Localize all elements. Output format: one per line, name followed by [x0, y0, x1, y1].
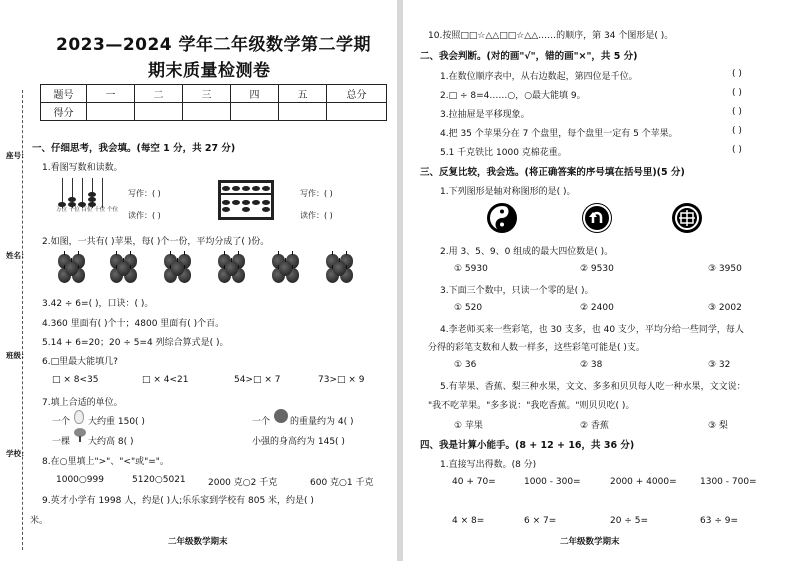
place-label: 个位	[107, 207, 119, 213]
choice-3-option[interactable]: ① 520	[454, 303, 483, 313]
q6-item[interactable]: 73>□ × 9	[318, 375, 365, 385]
melon-icon	[274, 409, 288, 423]
q7-a-text[interactable]: 大约重 150( )	[88, 417, 145, 427]
score-value-row	[41, 103, 387, 121]
q8-item[interactable]: 1000○999	[56, 475, 104, 485]
choice-1: 1.下列图形是轴对称图形的是( )。	[440, 187, 576, 197]
choice-3-option[interactable]: ② 2400	[580, 303, 614, 313]
score-cell: 一	[87, 85, 135, 103]
score-label-cell: 得分	[41, 103, 87, 121]
score-input-cell[interactable]	[183, 103, 231, 121]
question-2: 2.如图，一共有( )苹果，每( )个一份，平均分成了( )份。	[42, 237, 270, 247]
section-4-heading: 四、我是计算小能手。(8 + 12 + 16，共 36 分)	[420, 440, 635, 451]
q6-item[interactable]: □ × 4<21	[142, 375, 189, 385]
abacus-place-labels	[56, 208, 118, 214]
q8-item[interactable]: 5120○5021	[132, 475, 186, 485]
side-label-name: 姓名：	[6, 251, 29, 260]
question-9-tail: 米。	[30, 516, 49, 526]
choice-4-option[interactable]: ② 38	[580, 360, 603, 370]
choice-4-option[interactable]: ① 36	[454, 360, 477, 370]
question-7: 7.填上合适的单位。	[42, 398, 123, 408]
yin-yang-icon	[487, 203, 517, 233]
q6-item[interactable]: 54>□ × 7	[234, 375, 281, 385]
question-4: 4.360 里面有( )个十；4800 里面有( )个百。	[42, 319, 225, 329]
calc-item[interactable]: 63 ÷ 9=	[700, 516, 738, 526]
question-6: 6.□里最大能填几?	[42, 357, 118, 367]
choice-5-line-1: 5.有苹果、香蕉、梨三种水果，文文、多多和贝贝每人吃一种水果，文文说：	[440, 382, 746, 392]
write-blank-b[interactable]: 写作：( )	[300, 189, 333, 198]
choice-3: 3.下面三个数中，只读一个零的是( )。	[440, 286, 594, 296]
judge-item-1: 1.在数位顺序表中，从右边数起，第四位是千位。	[440, 72, 638, 82]
q8-item[interactable]: 600 克○1 千克	[310, 478, 374, 488]
choice-5-option[interactable]: ① 苹果	[454, 421, 483, 431]
place-label: 十位	[94, 207, 106, 213]
choice-2: 2.用 3、5、9、0 组成的最大四位数是( )。	[440, 247, 614, 257]
q6-item[interactable]: □ × 8<35	[52, 375, 99, 385]
judge-answer-box[interactable]: ( )	[732, 107, 742, 117]
q7-a-prefix: 一个	[52, 417, 71, 427]
section-2-heading: 二、我会判断。(对的画"√"，错的画"×"，共 5 分)	[420, 51, 638, 62]
tree-icon	[74, 428, 86, 442]
choice-2-option[interactable]: ① 5930	[454, 264, 488, 274]
score-cell: 五	[279, 85, 327, 103]
score-input-cell[interactable]	[135, 103, 183, 121]
choice-4-line-2: 分得的彩笔支数和人数一样多，这些彩笔可能是( )支。	[428, 343, 645, 353]
pear-icon	[74, 410, 84, 424]
write-blank-a[interactable]: 写作：( )	[128, 189, 161, 198]
choice-4-option[interactable]: ③ 32	[708, 360, 731, 370]
side-label-seat: 座号：	[6, 151, 29, 160]
score-cell: 二	[135, 85, 183, 103]
score-cell: 四	[231, 85, 279, 103]
read-blank-a[interactable]: 读作：( )	[128, 211, 161, 220]
choice-5-line-2: "我不吃苹果。"多多说："我吃香蕉。"则贝贝吃( )。	[428, 401, 635, 411]
calc-item[interactable]: 1000 - 300=	[524, 477, 581, 487]
place-label: 万位	[56, 207, 68, 213]
u-turn-sign-icon	[582, 203, 612, 233]
section-3-heading: 三、反复比较，我会选。(将正确答案的序号填在括号里)(5 分)	[420, 167, 685, 178]
railway-logo-icon	[672, 203, 702, 233]
page-title: 2023—2024 学年二年级数学第二学期	[56, 35, 372, 55]
q7-b-text[interactable]: 的重量约为 4( )	[290, 417, 354, 427]
calc-title: 1.直接写出得数。(8 分)	[440, 460, 537, 470]
score-cell: 总分	[327, 85, 387, 103]
score-header-row	[41, 85, 387, 103]
choice-2-option[interactable]: ② 9530	[580, 264, 614, 274]
judge-answer-box[interactable]: ( )	[732, 88, 742, 98]
calc-item[interactable]: 6 × 7=	[524, 516, 557, 526]
question-10: 10.按照□□☆△△□□☆△△……的顺序，第 34 个图形是( )。	[428, 31, 674, 41]
q7-b-prefix: 一个	[252, 417, 271, 427]
page-divider	[397, 0, 403, 561]
question-8: 8.在○里填上">"、"<"或"="。	[42, 457, 169, 467]
question-9: 9.英才小学有 1998 人，约是( )人;乐乐家到学校有 805 米，约是( )	[42, 496, 314, 506]
calc-item[interactable]: 4 × 8=	[452, 516, 485, 526]
judge-answer-box[interactable]: ( )	[732, 69, 742, 79]
choice-3-option[interactable]: ③ 2002	[708, 303, 742, 313]
score-cell: 题号	[41, 85, 87, 103]
judge-answer-box[interactable]: ( )	[732, 145, 742, 155]
place-label: 百位	[81, 207, 93, 213]
page-subtitle: 期末质量检测卷	[148, 61, 271, 81]
q7-c-prefix: 一棵	[52, 437, 71, 447]
score-input-cell[interactable]	[231, 103, 279, 121]
score-input-cell[interactable]	[279, 103, 327, 121]
question-3: 3.42 ÷ 6=( )，口诀：( )。	[42, 299, 154, 309]
calc-item[interactable]: 2000 + 4000=	[610, 477, 677, 487]
place-label: 千位	[68, 207, 80, 213]
judge-item-2: 2.□ ÷ 8=4……○，○最大能填 9。	[440, 91, 586, 101]
right-footer: 二年级数学期末	[560, 537, 620, 547]
score-input-cell[interactable]	[327, 103, 387, 121]
question-1: 1.看图写数和读数。	[42, 163, 123, 173]
judge-item-3: 3.拉抽屉是平移现象。	[440, 110, 530, 120]
read-blank-b[interactable]: 读作：( )	[300, 211, 333, 220]
side-label-school: 学校：	[6, 449, 29, 458]
side-label-class: 班级：	[6, 351, 29, 360]
section-1-heading: 一、仔细思考，我会填。(每空 1 分，共 27 分)	[32, 143, 236, 154]
choice-5-option[interactable]: ② 香蕉	[580, 421, 609, 431]
left-footer: 二年级数学期末	[168, 537, 228, 547]
calc-item[interactable]: 1300 - 700=	[700, 477, 757, 487]
calc-item[interactable]: 40 + 70=	[452, 477, 496, 487]
choice-5-option[interactable]: ③ 梨	[708, 421, 728, 431]
score-cell: 三	[183, 85, 231, 103]
choice-2-option[interactable]: ③ 3950	[708, 264, 742, 274]
q7-d-text[interactable]: 小强的身高约为 145( )	[252, 437, 345, 447]
q7-c-text[interactable]: 大约高 8( )	[88, 437, 134, 447]
choice-4-line-1: 4.李老师买来一些彩笔，也 30 支多，也 40 支少，平均分给一些同学，每人	[440, 325, 744, 335]
judge-item-4: 4.把 35 个苹果分在 7 个盘里，每个盘里一定有 5 个苹果。	[440, 129, 678, 139]
judge-item-5: 5.1 千克铁比 1000 克棉花重。	[440, 148, 567, 158]
judge-answer-box[interactable]: ( )	[732, 126, 742, 136]
question-5: 5.14 + 6=20；20 ÷ 5=4 列综合算式是( )。	[42, 338, 229, 348]
score-input-cell[interactable]	[87, 103, 135, 121]
calc-item[interactable]: 20 ÷ 5=	[610, 516, 648, 526]
q8-item[interactable]: 2000 克○2 千克	[208, 478, 278, 488]
score-table	[40, 84, 387, 121]
